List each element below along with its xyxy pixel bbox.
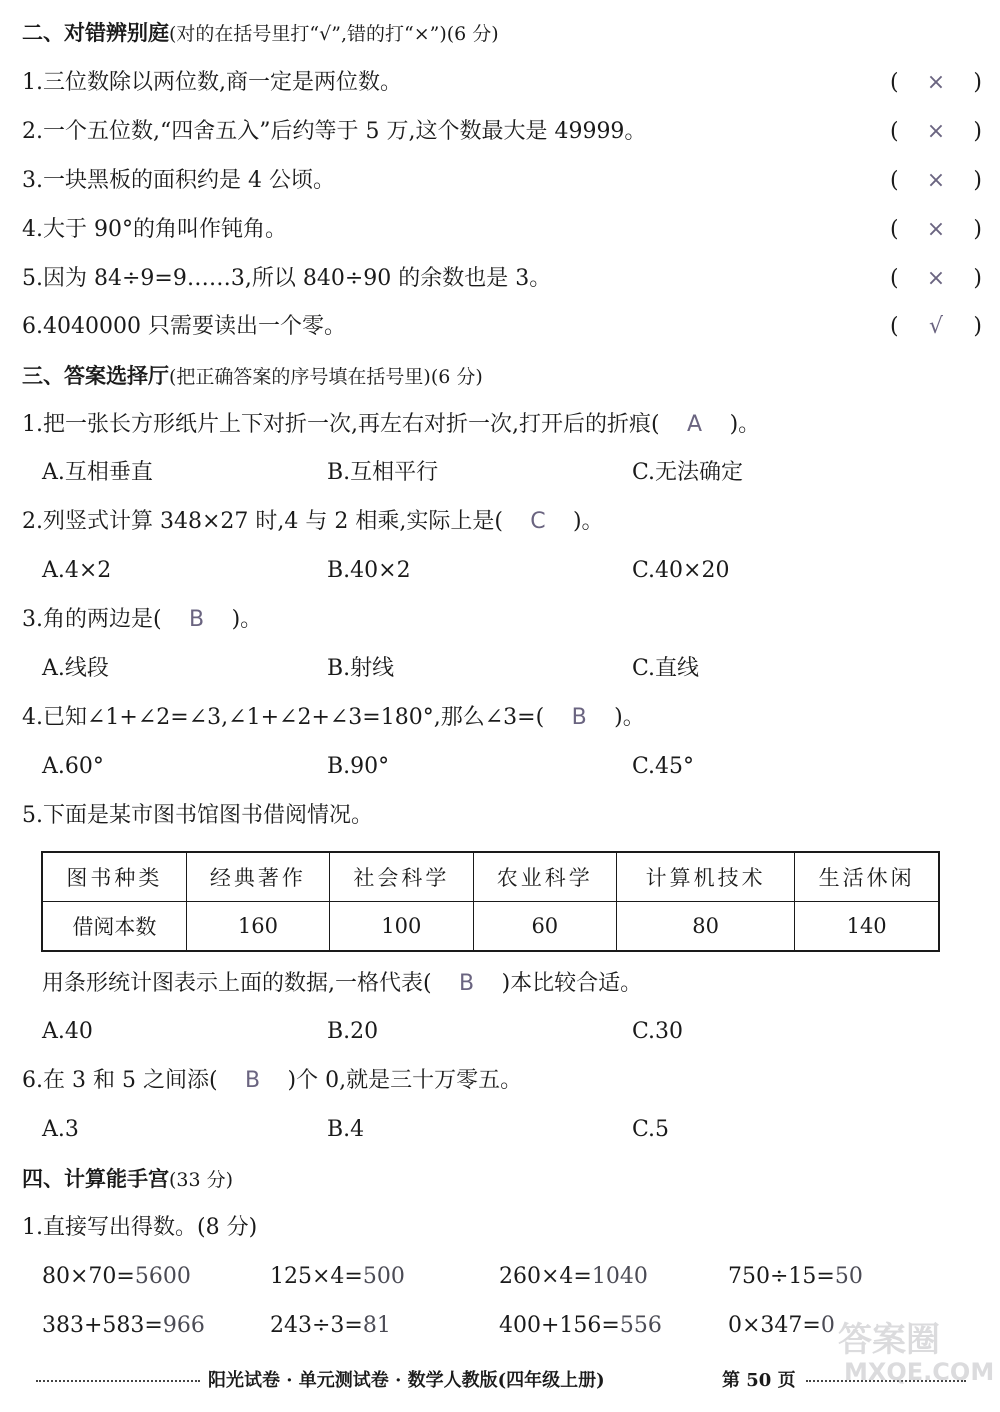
calc-item-1: [42, 1262, 191, 1292]
choice-q1: [22, 410, 760, 440]
table-header-row: [42, 852, 939, 902]
calc-item-7: [499, 1311, 662, 1341]
calc-question: 400+156=: [499, 1313, 620, 1338]
choice-q2-post: )。: [572, 509, 604, 534]
choice-q3-option-c: C.直线: [632, 656, 700, 681]
section-4-head: 四、计算能手宫: [22, 1167, 169, 1191]
calc-answer: 556: [619, 1313, 662, 1338]
section-4-note: (33 分): [169, 1169, 234, 1191]
judge-answer-4: ×: [926, 217, 946, 242]
judge-answer-3: ×: [926, 168, 946, 193]
choice-q4-answer: B: [571, 705, 587, 730]
choice-q1-answer: A: [687, 412, 703, 437]
calc-question: 80×70=: [42, 1264, 135, 1289]
choice-q5-option-c: C.30: [632, 1019, 684, 1044]
judge-answer-1: ×: [926, 70, 946, 95]
choice-q5: [42, 969, 642, 999]
judge-answer-5: ×: [926, 266, 946, 291]
calc-item-4: [728, 1262, 863, 1292]
table-cell: 农业科学: [473, 852, 616, 902]
section-3-title: [22, 361, 483, 392]
judge-mark-3: ( × ): [890, 166, 982, 196]
choice-q3: [22, 605, 262, 635]
choice-q4-pre: 4.已知∠1+∠2=∠3,∠1+∠2+∠3=180°,那么∠3=(: [22, 705, 545, 730]
choice-q5-text: 5.下面是某市图书馆图书借阅情况。: [22, 803, 373, 828]
choice-q1-post: )。: [729, 412, 761, 437]
choice-q3-option-a: A.线段: [42, 656, 109, 681]
table-cell: 100: [330, 902, 473, 952]
watermark-bottom-text: MXQE.COM: [844, 1358, 995, 1386]
choice-q4: [22, 703, 645, 733]
watermark-top-text: 答案圈: [838, 1320, 940, 1360]
choice-q6-option-b: B.4: [327, 1117, 365, 1142]
library-borrow-table: [41, 851, 940, 952]
footer-dotted-line-left: [36, 1380, 200, 1382]
judge-item-2: 2.一个五位数,“四舍五入”后约等于 5 万,这个数最大是 49999。: [22, 119, 647, 144]
choice-q1-option-a: A.互相垂直: [42, 460, 153, 485]
choice-q6: [22, 1066, 522, 1096]
choice-q3-post: )。: [231, 607, 263, 632]
judge-item-6: 6.4040000 只需要读出一个零。: [22, 314, 346, 339]
choice-q2: [22, 507, 604, 537]
table-cell: 借阅本数: [42, 902, 186, 952]
choice-q1-option-c: C.无法确定: [632, 460, 744, 485]
choice-q3-answer: B: [189, 607, 205, 632]
table-cell: 图书种类: [42, 852, 186, 902]
calc-item-8: [728, 1311, 835, 1341]
table-cell: 160: [186, 902, 329, 952]
table-cell: 计算机技术: [617, 852, 795, 902]
choice-q2-option-b: B.40×2: [327, 558, 411, 583]
calc-answer: 966: [162, 1313, 205, 1338]
watermark-logo: [830, 1312, 995, 1402]
judge-mark-5: ( × ): [890, 264, 982, 294]
choice-q3-option-b: B.射线: [327, 656, 395, 681]
table-cell: 140: [795, 902, 939, 952]
calc-question: 0×347=: [728, 1313, 821, 1338]
judge-mark-4: ( × ): [890, 215, 982, 245]
choice-q4-option-c: C.45°: [632, 754, 695, 779]
choice-q1-option-b: B.互相平行: [327, 460, 439, 485]
section-2-note: (对的在括号里打“√”,错的打“×”)(6 分): [169, 23, 499, 45]
table-cell: 80: [617, 902, 795, 952]
choice-q4-option-b: B.90°: [327, 754, 390, 779]
judge-mark-6: ( √ ): [890, 312, 982, 342]
calc-answer: 81: [362, 1313, 391, 1338]
judge-item-5: 5.因为 84÷9=9……3,所以 840÷90 的余数也是 3。: [22, 266, 552, 291]
choice-q5-answer: B: [459, 971, 475, 996]
choice-q4-option-a: A.60°: [42, 754, 104, 779]
choice-q5-post: )本比较合适。: [501, 971, 643, 996]
choice-q5-option-b: B.20: [327, 1019, 379, 1044]
choice-q6-option-c: C.5: [632, 1117, 670, 1142]
choice-q2-pre: 2.列竖式计算 348×27 时,4 与 2 相乘,实际上是(: [22, 509, 503, 534]
judge-answer-6: √: [928, 314, 944, 339]
choice-q5-option-a: A.40: [42, 1019, 93, 1044]
calc-question: 383+583=: [42, 1313, 163, 1338]
choice-q6-post: )个 0,就是三十万零五。: [287, 1068, 523, 1093]
calc-question: 260×4=: [499, 1264, 592, 1289]
calc-answer: 0: [820, 1313, 835, 1338]
table-cell: 60: [473, 902, 616, 952]
choice-q2-answer: C: [530, 509, 546, 534]
table-cell: 生活休闲: [795, 852, 939, 902]
choice-q4-post: )。: [614, 705, 645, 730]
calc-answer: 1040: [591, 1264, 648, 1289]
judge-mark-1: ( × ): [890, 68, 982, 98]
footer-text: 阳光试卷 · 单元测试卷 · 数学人教版(四年级上册): [208, 1370, 605, 1391]
calc-item-5: [42, 1311, 205, 1341]
choice-q3-pre: 3.角的两边是(: [22, 607, 162, 632]
calc-answer: 500: [362, 1264, 405, 1289]
table-cell: 经典著作: [186, 852, 329, 902]
judge-item-3: 3.一块黑板的面积约是 4 公顷。: [22, 168, 335, 193]
footer-page-number: 第 50 页: [722, 1370, 796, 1391]
choice-q2-option-a: A.4×2: [42, 558, 112, 583]
section-3-head: 三、答案选择厅: [22, 364, 169, 388]
calc-item-2: [270, 1262, 405, 1292]
choice-q6-answer: B: [245, 1068, 261, 1093]
judge-answer-2: ×: [926, 119, 946, 144]
section-4-title: [22, 1164, 233, 1195]
section-3-note: (把正确答案的序号填在括号里)(6 分): [169, 366, 483, 388]
calc-item-3: [499, 1262, 648, 1292]
table-cell: 社会科学: [330, 852, 473, 902]
choice-q6-option-a: A.3: [42, 1117, 79, 1142]
judge-mark-2: ( × ): [890, 117, 982, 147]
choice-q6-pre: 6.在 3 和 5 之间添(: [22, 1068, 218, 1093]
section-4-sub1: 1.直接写出得数。(8 分): [22, 1215, 258, 1240]
calc-question: 243÷3=: [270, 1313, 363, 1338]
choice-q2-option-c: C.40×20: [632, 558, 730, 583]
calc-question: 125×4=: [270, 1264, 363, 1289]
section-2-head: 二、对错辨别庭: [22, 21, 169, 45]
choice-q5-pre: 用条形统计图表示上面的数据,一格代表(: [42, 971, 432, 996]
calc-question: 750÷15=: [728, 1264, 835, 1289]
judge-item-4: 4.大于 90°的角叫作钝角。: [22, 217, 287, 242]
calc-answer: 5600: [134, 1264, 191, 1289]
calc-answer: 50: [834, 1264, 863, 1289]
judge-item-1: 1.三位数除以两位数,商一定是两位数。: [22, 70, 402, 95]
table-row: [42, 902, 939, 952]
section-2-title: [22, 18, 499, 49]
calc-item-6: [270, 1311, 391, 1341]
choice-q1-pre: 1.把一张长方形纸片上下对折一次,再左右对折一次,打开后的折痕(: [22, 412, 660, 437]
